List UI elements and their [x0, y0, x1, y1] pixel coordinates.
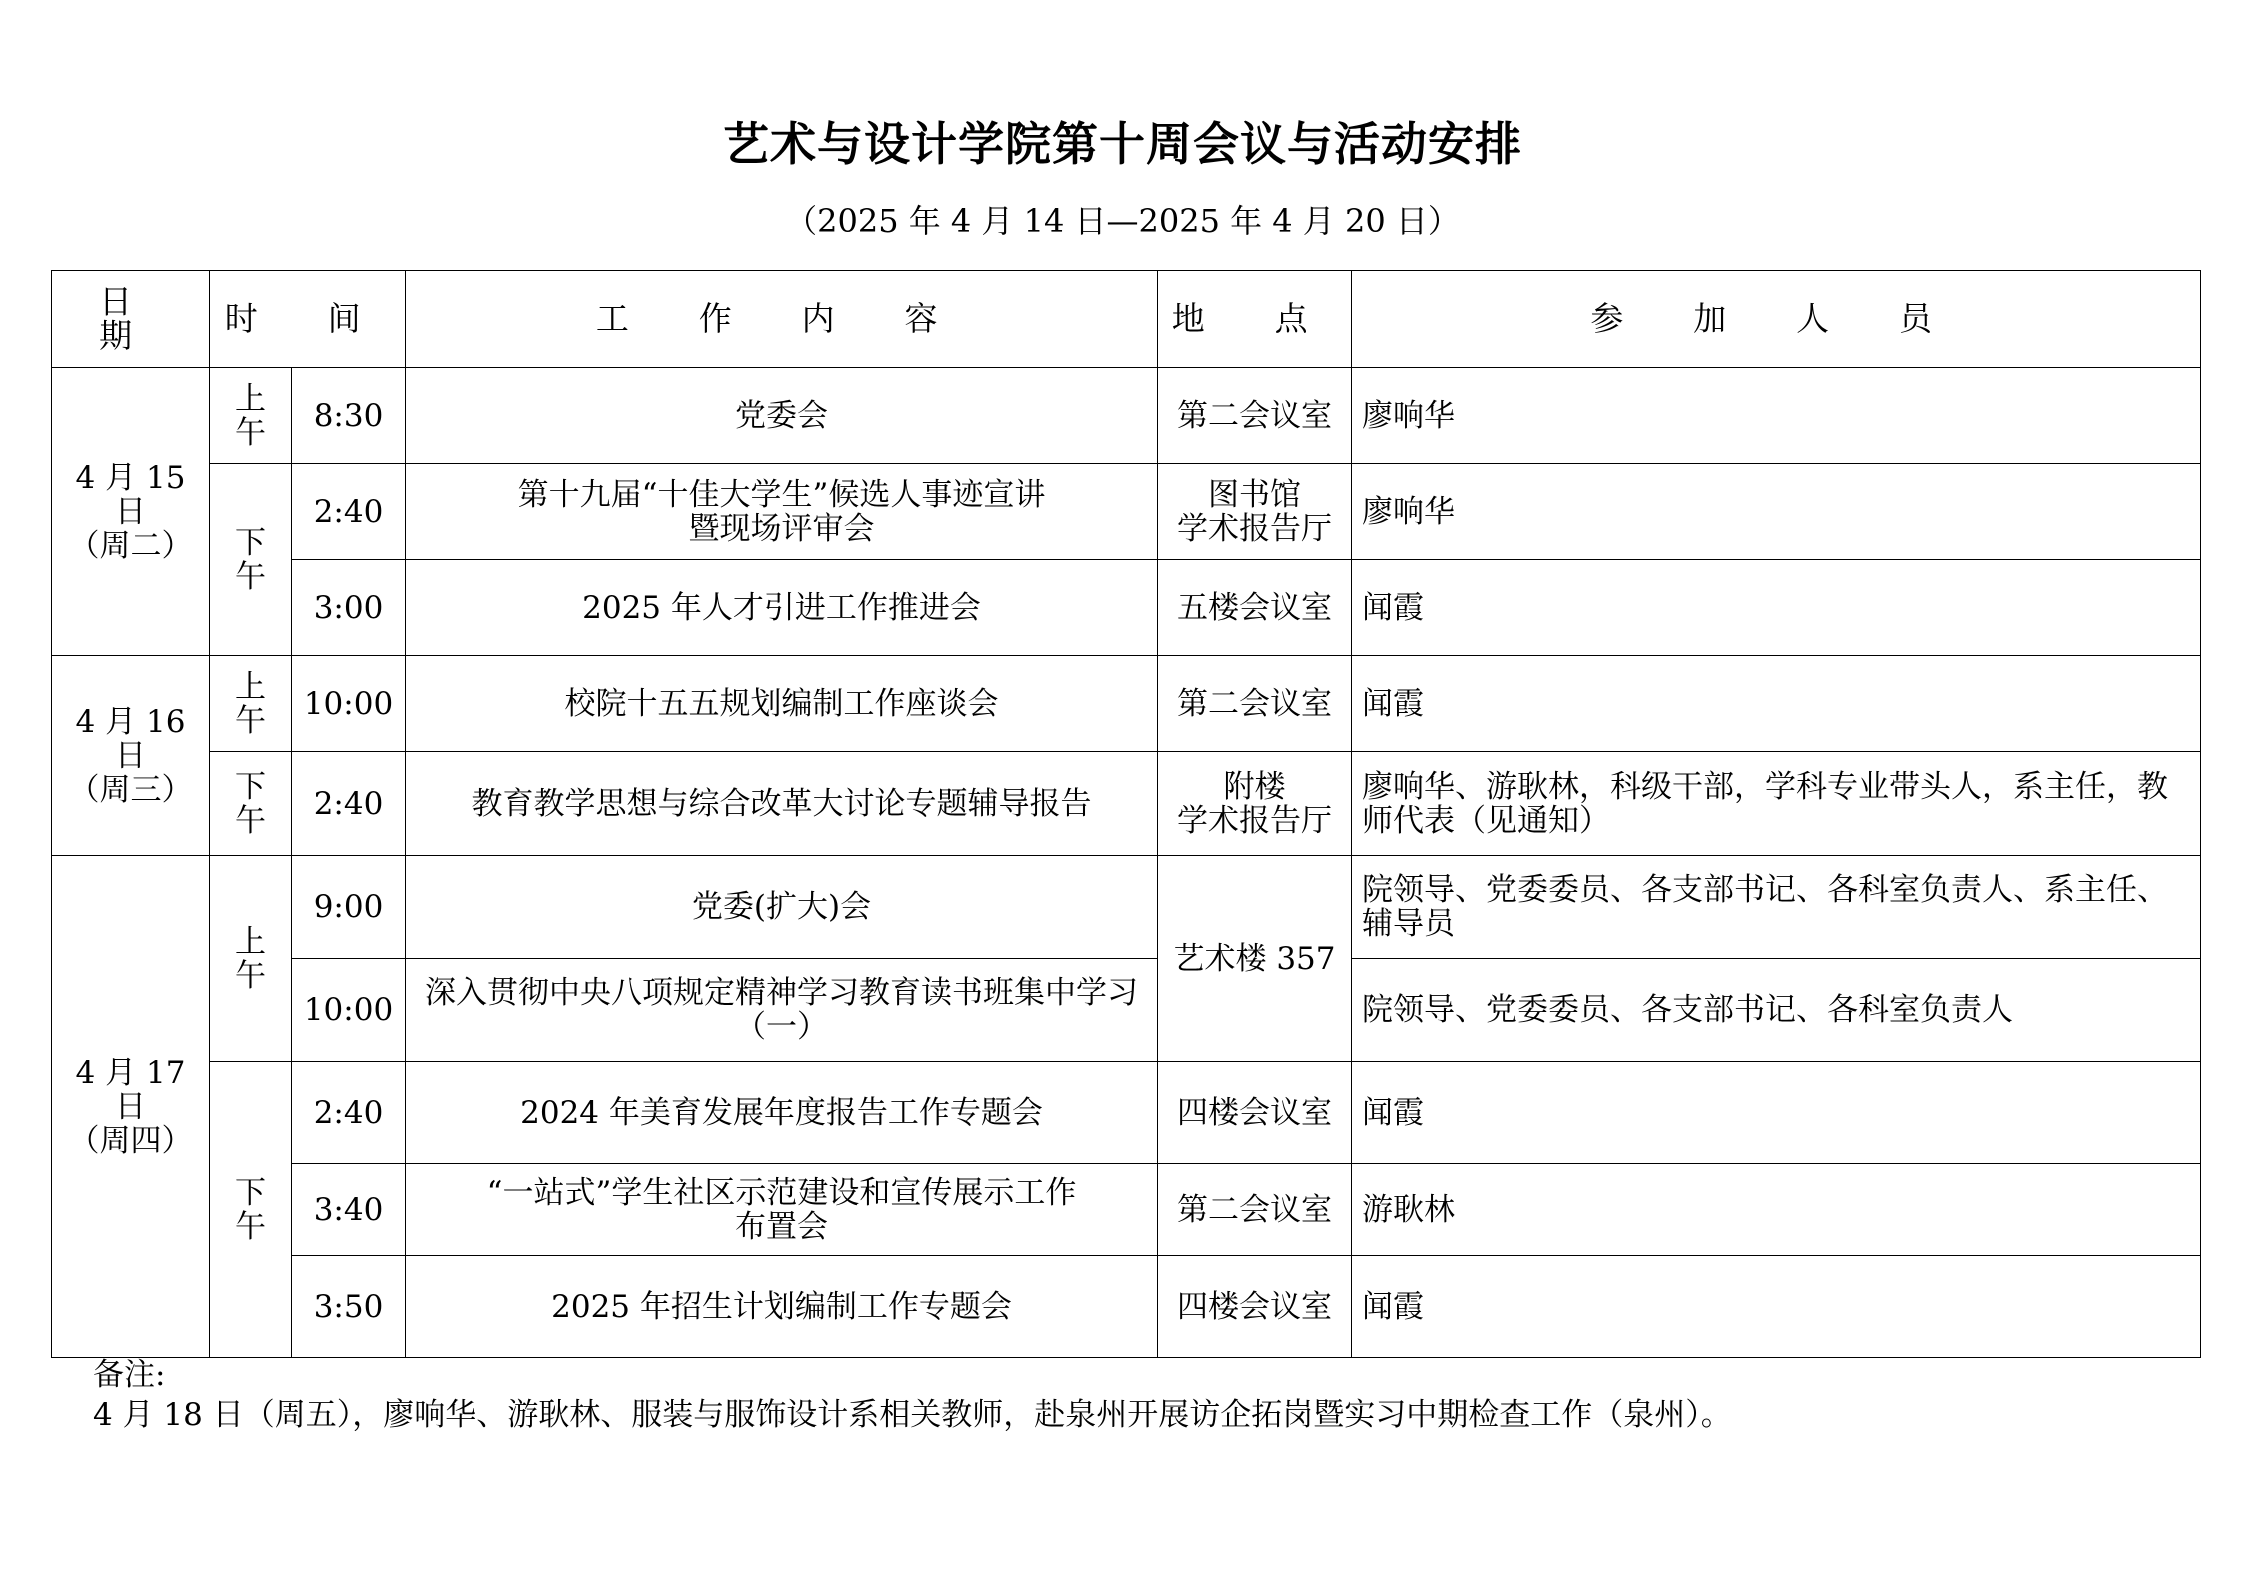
content-cell: “一站式”学生社区示范建设和宣传展示工作 布置会	[406, 1164, 1158, 1256]
period-pm: 下 午	[210, 752, 292, 856]
content-cell: 2024 年美育发展年度报告工作专题会	[406, 1062, 1158, 1164]
schedule-table	[51, 270, 2201, 1358]
table-row	[52, 752, 2201, 856]
attendees-cell: 院领导、党委委员、各支部书记、各科室负责人	[1352, 959, 2201, 1062]
period-am: 上 午	[210, 856, 292, 1062]
attendees-cell: 廖响华	[1352, 368, 2201, 464]
location-cell: 图书馆 学术报告厅	[1158, 464, 1352, 560]
attendees-cell: 廖响华、游耿林，科级干部，学科专业带头人，系主任，教师代表（见通知）	[1352, 752, 2201, 856]
content-cell: 教育教学思想与综合改革大讨论专题辅导报告	[406, 752, 1158, 856]
page-title: 艺术与设计学院第十周会议与活动安排	[723, 117, 1522, 171]
time-cell: 2:40	[292, 464, 406, 560]
day-weekday: （周四）	[68, 1122, 193, 1159]
content-cell: 党委会	[406, 368, 1158, 464]
content-cell: 2025 年招生计划编制工作专题会	[406, 1256, 1158, 1358]
time-cell: 8:30	[292, 368, 406, 464]
time-cell: 10:00	[292, 959, 406, 1062]
period-am: 上 午	[210, 656, 292, 752]
content-cell: 校院十五五规划编制工作座谈会	[406, 656, 1158, 752]
header-content: 工 作 内 容	[406, 271, 1158, 368]
table-row	[52, 1062, 2201, 1164]
content-cell: 2025 年人才引进工作推进会	[406, 560, 1158, 656]
header-date: 日 期	[52, 271, 210, 368]
attendees-cell: 院领导、党委委员、各支部书记、各科室负责人、系主任、辅导员	[1352, 856, 2201, 959]
location-cell: 四楼会议室	[1158, 1256, 1352, 1358]
day-cell	[52, 856, 210, 1358]
period-am: 上 午	[210, 368, 292, 464]
table-row	[52, 959, 2201, 1062]
table-row	[52, 1164, 2201, 1256]
location-cell: 第二会议室	[1158, 1164, 1352, 1256]
table-header-row	[52, 271, 2201, 368]
day-date: 4 月 15 日	[75, 459, 186, 530]
day-cell	[52, 656, 210, 856]
day-date: 4 月 16 日	[75, 703, 186, 774]
location-cell: 五楼会议室	[1158, 560, 1352, 656]
location-cell: 第二会议室	[1158, 368, 1352, 464]
notes-text: 4 月 18 日（周五），廖响华、游耿林、服装与服饰设计系相关教师，赴泉州开展访企拓岗暨实习中期检查工作（泉州）。	[93, 1397, 1732, 1433]
attendees-cell: 游耿林	[1352, 1164, 2201, 1256]
time-cell: 2:40	[292, 752, 406, 856]
content-cell: 第十九届“十佳大学生”候选人事迹宣讲 暨现场评审会	[406, 464, 1158, 560]
table-row	[52, 1256, 2201, 1358]
location-cell: 四楼会议室	[1158, 1062, 1352, 1164]
time-cell: 3:40	[292, 1164, 406, 1256]
time-cell: 9:00	[292, 856, 406, 959]
time-cell: 3:50	[292, 1256, 406, 1358]
period-pm: 下 午	[210, 1062, 292, 1358]
time-cell: 3:00	[292, 560, 406, 656]
header-attendees: 参 加 人 员	[1352, 271, 2201, 368]
table-row	[52, 464, 2201, 560]
content-cell: 深入贯彻中央八项规定精神学习教育读书班集中学习（一）	[406, 959, 1158, 1062]
period-pm: 下 午	[210, 464, 292, 656]
attendees-cell: 闻霞	[1352, 560, 2201, 656]
time-cell: 10:00	[292, 656, 406, 752]
table-row	[52, 856, 2201, 959]
content-cell: 党委(扩大)会	[406, 856, 1158, 959]
date-range: （2025 年 4 月 14 日—2025 年 4 月 20 日）	[785, 202, 1460, 240]
header-location: 地 点	[1158, 271, 1352, 368]
time-cell: 2:40	[292, 1062, 406, 1164]
day-weekday: （周二）	[68, 527, 193, 564]
table-row	[52, 656, 2201, 752]
day-weekday: （周三）	[68, 771, 193, 808]
header-time: 时 间	[210, 271, 406, 368]
table-row	[52, 368, 2201, 464]
attendees-cell: 廖响华	[1352, 464, 2201, 560]
attendees-cell: 闻霞	[1352, 1256, 2201, 1358]
attendees-cell: 闻霞	[1352, 1062, 2201, 1164]
day-cell	[52, 368, 210, 656]
attendees-cell: 闻霞	[1352, 656, 2201, 752]
location-cell: 第二会议室	[1158, 656, 1352, 752]
notes-label: 备注:	[93, 1357, 166, 1393]
day-date: 4 月 17 日	[75, 1054, 186, 1125]
location-cell: 艺术楼 357	[1158, 856, 1352, 1062]
location-cell: 附楼 学术报告厅	[1158, 752, 1352, 856]
table-row	[52, 560, 2201, 656]
notes	[93, 1355, 1732, 1435]
